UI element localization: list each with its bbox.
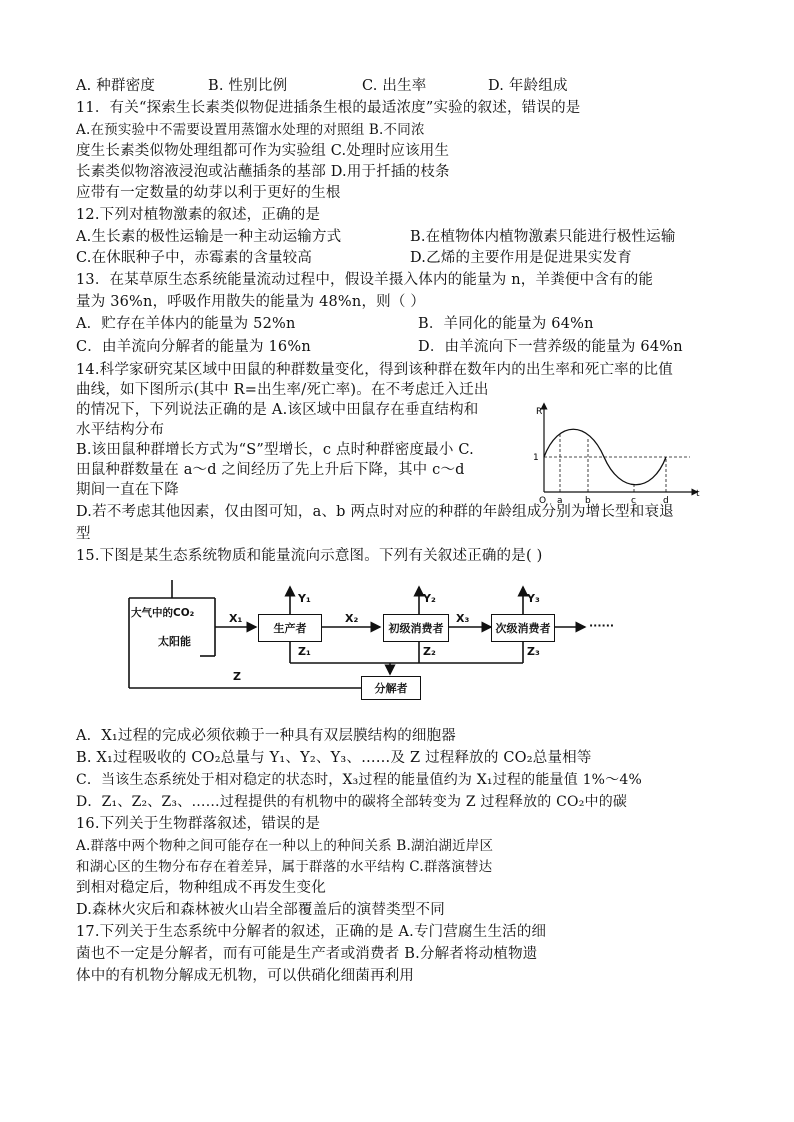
y2-label: Y₂ (423, 592, 436, 605)
primary-consumer-box: 初级消费者 (383, 614, 449, 642)
x3-label: X₃ (456, 612, 470, 625)
q14-line-9: 型 (76, 526, 91, 542)
graph-label-b: b (585, 496, 591, 505)
q17-line-3: 体中的有机物分解成无机物，可以供硝化细菌再利用 (76, 968, 415, 984)
q16-stem: 16.下列关于生物群落叙述，错误的是 (76, 816, 321, 832)
q15-option-c: C．当该生态系统处于相对稳定的状态时，X₃过程的能量值约为 X₁过程的能量值 1%～4% (76, 772, 642, 788)
q13-option-b: B．羊同化的能量为 64%n (418, 316, 594, 332)
q14-line-8: D.若不考虑其他因素，仅由图可知，a、b 两点时对应的种群的年龄组成分别为增长型和衰退 (76, 504, 674, 520)
q16-line-4: D.森林火灾后和森林被火山岩全部覆盖后的演替类型不同 (76, 902, 445, 918)
q14-line-5: B.该田鼠种群增长方式为“S”型增长，c 点时种群密度最小 C. (76, 442, 474, 458)
q14-line-7: 期间一直在下降 (76, 482, 179, 498)
solar-energy-label: 太阳能 (158, 635, 191, 648)
z3-label: Z₃ (527, 645, 540, 658)
q12-option-c: C.在休眠种子中，赤霉素的含量较高 (76, 250, 313, 266)
q16-line-3: 到相对稳定后，物种组成不再发生变化 (76, 880, 326, 896)
x1-label: X₁ (229, 612, 243, 625)
q12-option-b: B.在植物体内植物激素只能进行极性运输 (410, 229, 676, 245)
q13-option-a: A．贮存在羊体内的能量为 52%n (76, 316, 296, 332)
graph-tick-1: 1 (533, 453, 539, 463)
q10-option-d: D. 年龄组成 (488, 78, 568, 94)
q11-line-2: 度生长素类似物处理组都可作为实验组 C.处理时应该用生 (76, 143, 450, 159)
q16-line-2: 和湖心区的生物分布存在着差异，属于群落的水平结构 C.群落演替达 (76, 859, 493, 875)
q13-stem-2: 量为 36%n，呼吸作用散失的能量为 48%n，则（ ） (76, 294, 426, 310)
co2-label: 大气中的CO₂ (131, 607, 195, 619)
q11-stem: 11．有关“探索生长素类似物促进插条生根的最适浓度”实验的叙述，错误的是 (76, 100, 581, 116)
graph-label-c: c (631, 496, 636, 505)
q15-stem: 15.下图是某生态系统物质和能量流向示意图。下列有关叙述正确的是( ) (76, 548, 543, 564)
graph-y-label: R (536, 407, 543, 417)
q10-option-b: B. 性别比例 (208, 78, 288, 94)
x2-label: X₂ (345, 612, 359, 625)
q10-option-a: A. 种群密度 (76, 78, 156, 94)
q10-option-c: C. 出生率 (362, 78, 427, 94)
y3-label: Y₃ (527, 592, 540, 605)
q15-option-d: D．Z₁、Z₂、Z₃、……过程提供的有机物中的碳将全部转变为 Z 过程释放的 CO₂中的碳 (76, 794, 628, 810)
q14-line-6: 田鼠种群数量在 a～d 之间经历了先上升后下降，其中 c～d (76, 462, 465, 478)
q13-option-d: D．由羊流向下一营养级的能量为 64%n (418, 339, 683, 355)
q11-line-4: 应带有一定数量的幼芽以利于更好的生根 (76, 185, 341, 201)
z2-label: Z₂ (423, 645, 436, 658)
q16-line-1: A.群落中两个物种之间可能存在一种以上的种间关系 B.湖泊湖近岸区 (76, 838, 494, 854)
z1-label: Z₁ (298, 645, 311, 658)
q17-line-1: 17.下列关于生态系统中分解者的叙述，正确的是 A.专门营腐生生活的细 (76, 924, 547, 940)
y1-label: Y₁ (298, 592, 311, 605)
continuation-dots: ······ (589, 619, 615, 632)
q14-line-2: 曲线，如下图所示(其中 R=出生率/死亡率)。在不考虑迁入迁出 (76, 382, 489, 398)
graph-label-d: d (663, 496, 669, 505)
q15-option-a: A．X₁过程的完成必须依赖于一种具有双层膜结构的细胞器 (76, 728, 457, 744)
graph-origin: O (539, 496, 547, 505)
q11-line-3: 长素类似物溶液浸泡或沾蘸插条的基部 D.用于扦插的枝条 (76, 164, 450, 180)
q14-line-4: 水平结构分布 (76, 422, 165, 438)
r-ratio-graph (530, 400, 705, 505)
q12-stem: 12.下列对植物激素的叙述，正确的是 (76, 207, 321, 223)
q13-stem: 13．在某草原生态系统能量流动过程中，假设羊摄入体内的能量为 n，羊粪便中含有的能 (76, 272, 654, 288)
q14-line-1: 14.科学家研究某区域中田鼠的种群数量变化，得到该种群在数年内的出生率和死亡率的比值 (76, 362, 673, 378)
q15-option-b: B. X₁过程吸收的 CO₂总量与 Y₁、Y₂、Y₃、……及 Z 过程释放的 CO₂总量相等 (76, 750, 592, 766)
q11-line-1: A.在预实验中不需要设置用蒸馏水处理的对照组 B.不同浓 (76, 122, 425, 138)
producer-box: 生产者 (258, 614, 322, 642)
z-label: Z (233, 670, 241, 683)
q12-option-d: D.乙烯的主要作用是促进果实发育 (410, 250, 632, 266)
q14-line-3: 的情况下，下列说法正确的是 A.该区域中田鼠存在垂直结构和 (76, 402, 479, 418)
graph-x-label: t (696, 489, 700, 499)
q17-line-2: 菌也不一定是分解者，而有可能是生产者或消费者 B.分解者将动植物遗 (76, 946, 538, 962)
decomposer-box: 分解者 (361, 676, 421, 700)
q12-option-a: A.生长素的极性运输是一种主动运输方式 (76, 229, 342, 245)
graph-label-a: a (557, 496, 563, 505)
q13-option-c: C．由羊流向分解者的能量为 16%n (76, 339, 311, 355)
secondary-consumer-box: 次级消费者 (491, 614, 555, 642)
